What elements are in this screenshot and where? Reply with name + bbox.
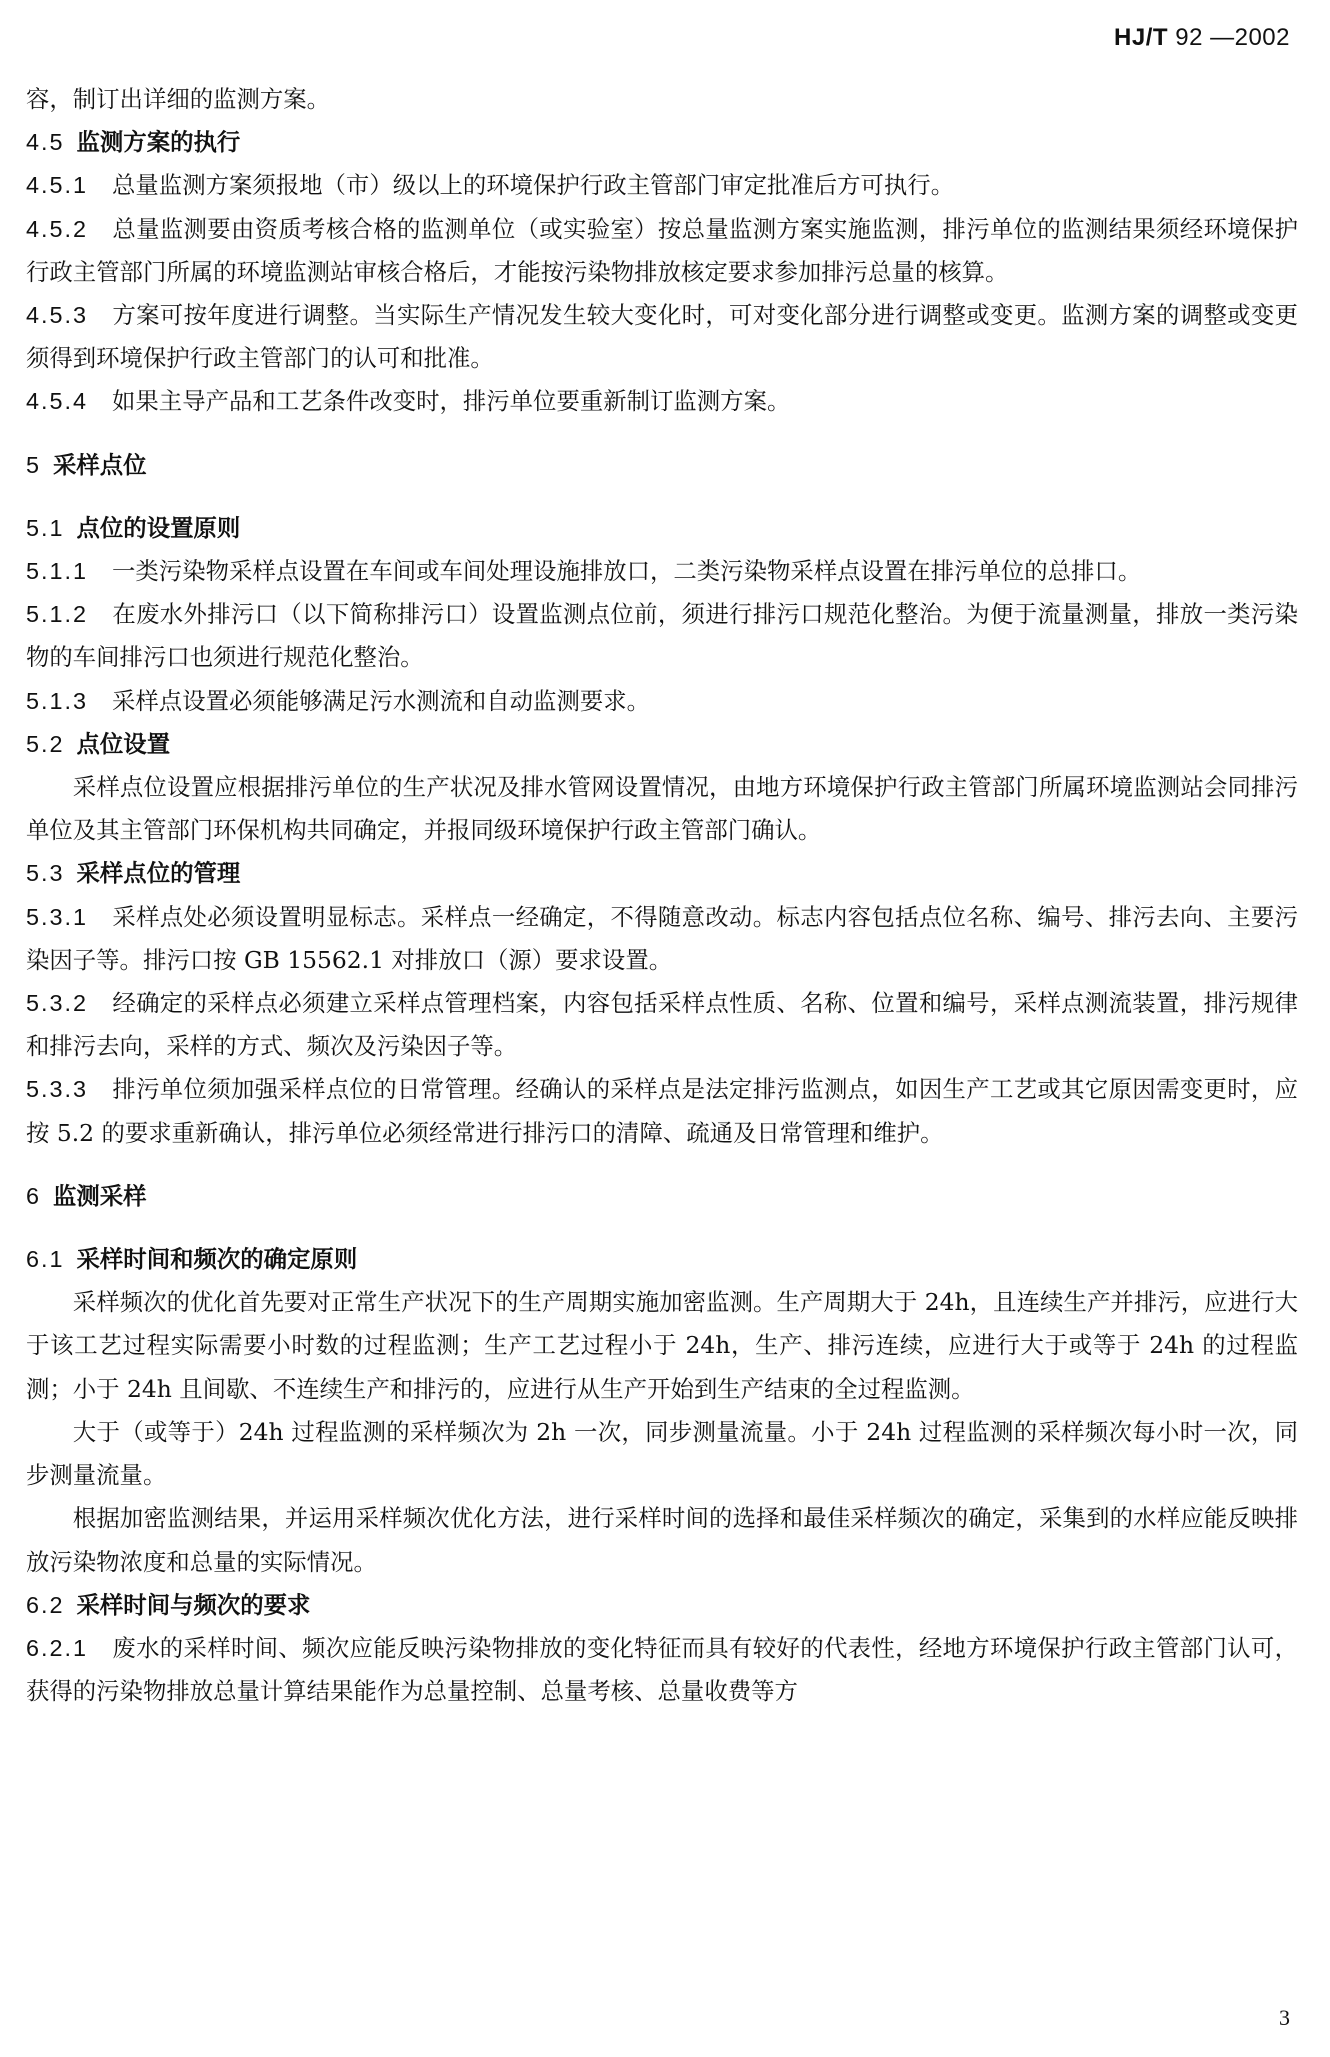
clause-number: 5.1.1 [26,558,89,585]
clause-number: 4.5.2 [26,215,89,242]
clause-number: 5.1.3 [26,687,89,714]
document-code-prefix: HJ/T [1114,24,1169,51]
clause-text: 如果主导产品和工艺条件改变时，排污单位要重新制订监测方案。 [112,387,791,416]
body-paragraph [26,766,1298,852]
clause-number: 5.3.1 [26,903,89,930]
subsection-heading [26,1238,1298,1281]
clause-number: 6.1 [26,1246,65,1273]
clause-number: 5 [26,451,42,478]
clause-number: 4.5.1 [26,172,89,199]
section-heading [26,444,1298,487]
clause-paragraph [26,982,1298,1068]
clause-number: 5.3 [26,860,65,887]
clause-paragraph [26,164,1298,207]
clause-text: 监测方案的执行 [76,128,241,157]
clause-paragraph [26,294,1298,380]
clause-text: 排污单位须加强采样点位的日常管理。经确认的采样点是法定排污监测点，如因生产工艺或其它原因需变更时，应按 5.2 的要求重新确认，排污单位必须经常进行排污口的清障、疏通及日常管理和维护。 [26,1075,1298,1147]
subsection-heading [26,507,1298,550]
clause-text: 采样点处必须设置明显标志。采样点一经确定，不得随意改动。标志内容包括点位名称、编号、排污去向、主要污染因子等。排污口按 GB 15562.1 对排放口（源）要求设置。 [26,902,1298,974]
clause-number: 5.2 [26,730,65,757]
clause-number: 5.3.3 [26,1076,89,1103]
clause-text: 点位的设置原则 [76,513,241,542]
clause-paragraph [26,680,1298,723]
clause-text: 总量监测方案须报地（市）级以上的环境保护行政主管部门审定批准后方可执行。 [112,171,955,200]
clause-text: 根据加密监测结果，并运用采样频次优化方法，进行采样时间的选择和最佳采样频次的确定，采集到的水样应能反映排放污染物浓度和总量的实际情况。 [26,1504,1298,1576]
subsection-heading [26,121,1298,164]
clause-text: 采样频次的优化首先要对正常生产状况下的生产周期实施加密监测。生产周期大于 24h，且连续生产并排污，应进行大于该工艺过程实际需要小时数的过程监测；生产工艺过程小于 24h，生产、排污连续，应进行大于或等于 24h 的过程监测；小于 24h 且间歇、不连续生产和排污的，应进行从生产开始到生产结束的全过程监测。 [26,1288,1298,1403]
clause-number: 5.3.2 [26,990,89,1017]
clause-paragraph [26,208,1298,294]
document-body [26,78,1298,1713]
clause-number: 4.5.3 [26,302,89,329]
document-code-suffix: 92 —2002 [1175,24,1290,51]
clause-paragraph [26,593,1298,679]
clause-paragraph [26,380,1298,423]
clause-text: 废水的采样时间、频次应能反映污染物排放的变化特征而具有较好的代表性，经地方环境保护行政主管部门认可，获得的污染物排放总量计算结果能作为总量控制、总量考核、总量收费等方 [26,1633,1298,1706]
continued-text [26,78,1298,121]
clause-paragraph [26,550,1298,593]
subsection-heading [26,723,1298,766]
page-number: 3 [1279,2005,1290,2030]
clause-text: 方案可按年度进行调整。当实际生产情况发生较大变化时，可对变化部分进行调整或变更。监测方案的调整或变更须得到环境保护行政主管部门的认可和批准。 [26,301,1298,373]
section-heading [26,1175,1298,1218]
subsection-heading [26,852,1298,895]
clause-text: 经确定的采样点必须建立采样点管理档案，内容包括采样点性质、名称、位置和编号，采样点测流装置，排污规律和排污去向，采样的方式、频次及污染因子等。 [26,989,1298,1061]
body-paragraph [26,1497,1298,1583]
document-code [1114,24,1290,52]
clause-number: 6.2.1 [26,1634,89,1661]
clause-text: 采样点位的管理 [76,859,241,888]
clause-number: 4.5 [26,129,65,156]
body-paragraph [26,1281,1298,1411]
clause-text: 容，制订出详细的监测方案。 [26,85,331,113]
clause-text: 采样点位 [53,450,147,479]
clause-number: 6.2 [26,1591,65,1618]
clause-number: 4.5.4 [26,388,89,415]
clause-paragraph [26,896,1298,982]
clause-text: 在废水外排污口（以下简称排污口）设置监测点位前，须进行排污口规范化整治。为便于流量测量，排放一类污染物的车间排污口也须进行规范化整治。 [26,600,1298,672]
clause-paragraph [26,1627,1298,1713]
clause-text: 采样时间和频次的确定原则 [76,1245,358,1274]
clause-text: 监测采样 [53,1181,147,1210]
clause-text: 采样点位设置应根据排污单位的生产状况及排水管网设置情况，由地方环境保护行政主管部门所属环境监测站会同排污单位及其主管部门环保机构共同确定，并报同级环境保护行政主管部门确认。 [26,773,1298,845]
subsection-heading [26,1584,1298,1627]
body-paragraph [26,1411,1298,1497]
clause-number: 5.1.2 [26,601,89,628]
clause-text: 一类污染物采样点设置在车间或车间处理设施排放口，二类污染物采样点设置在排污单位的总排口。 [112,557,1142,586]
clause-text: 大于（或等于）24h 过程监测的采样频次为 2h 一次，同步测量流量。小于 24h 过程监测的采样频次每小时一次，同步测量流量。 [26,1417,1298,1490]
clause-text: 点位设置 [76,729,171,758]
clause-text: 采样时间与频次的要求 [76,1590,311,1619]
clause-text: 采样点设置必须能够满足污水测流和自动监测要求。 [112,686,651,715]
clause-number: 6 [26,1182,42,1209]
clause-paragraph [26,1068,1298,1154]
clause-number: 5.1 [26,514,65,541]
clause-text: 总量监测要由资质考核合格的监测单位（或实验室）按总量监测方案实施监测，排污单位的监测结果须经环境保护行政主管部门所属的环境监测站审核合格后，才能按污染物排放核定要求参加排污总量的核算。 [26,214,1298,286]
